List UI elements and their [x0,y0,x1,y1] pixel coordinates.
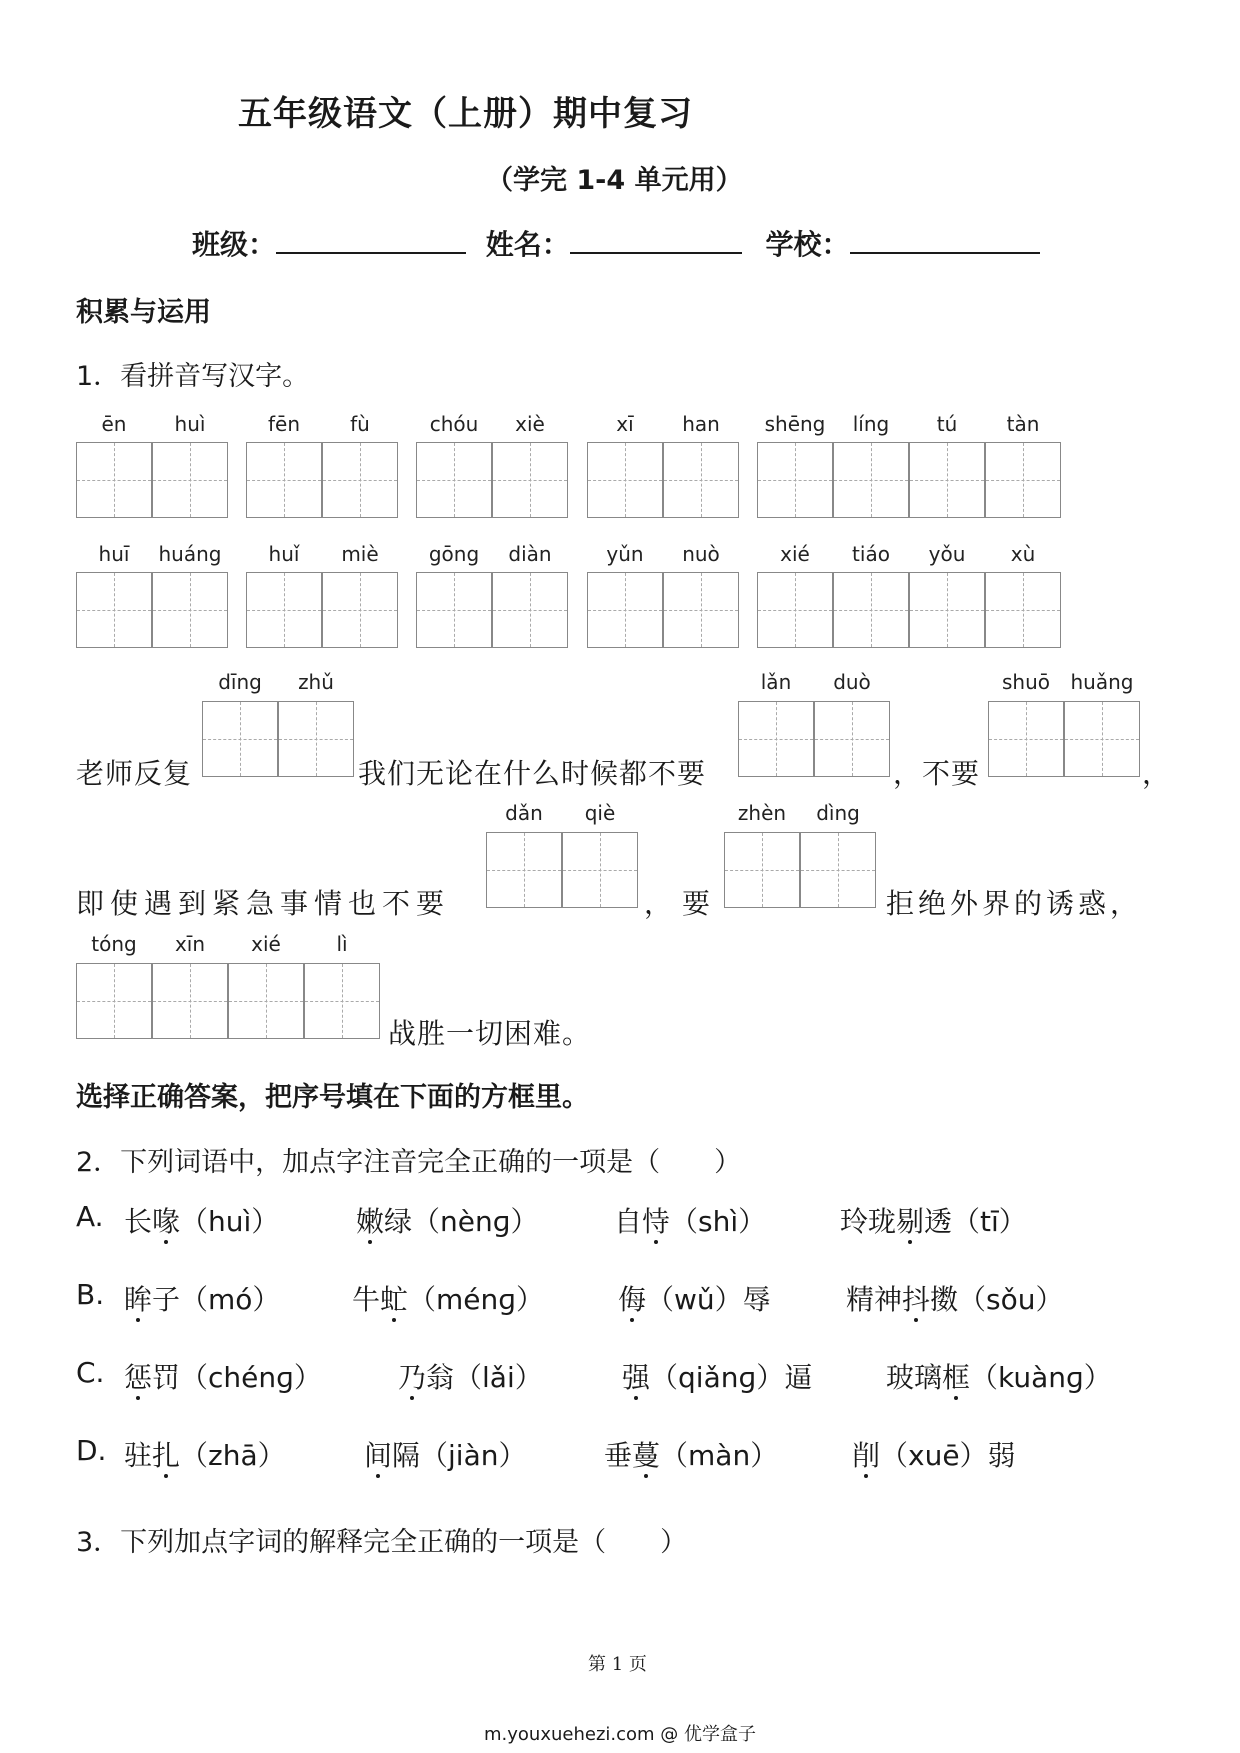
writing-cell[interactable] [152,963,228,1039]
writing-cell[interactable] [833,442,909,518]
sentence-part-4: ， [1142,757,1172,790]
dotted-character: 惩 [124,1361,153,1394]
option-word [356,1200,539,1240]
school-label: 学校： [765,228,850,261]
pinyin-label: huī [98,542,130,566]
word-part: （wǔ）辱 [646,1283,771,1316]
word-part: 垂 [604,1439,633,1472]
pinyin-label: fù [350,412,370,436]
word-part: 绿（nènɡ） [384,1205,539,1238]
word-part: 玻璃 [886,1361,943,1394]
writing-cell[interactable] [152,442,228,518]
sentence-part-8: 战胜一切困难。 [388,1017,592,1050]
writing-cell[interactable] [985,442,1061,518]
pinyin-tongxinxieli-2: xīn [174,932,206,956]
dotted-character: 削 [852,1439,881,1472]
pinyin-shuohuang-1: shuō [1001,670,1050,694]
option-word [124,1200,279,1240]
pinyin-tongxinxieli-1: tóng [91,932,137,956]
writing-cell[interactable] [909,572,985,648]
dotted-character: 框 [942,1361,971,1394]
pinyin-label: tiáo [852,542,890,566]
page-title: 五年级语文（上册）期中复习 [238,94,693,134]
word-part: （kuànɡ） [970,1361,1112,1394]
writing-cell[interactable] [416,442,492,518]
sentence-part-2: 我们无论在什么时候都不要 [358,757,707,790]
option-letter[interactable]: A. [76,1200,104,1233]
pinyin-label: han [682,412,720,436]
option-word [124,1356,322,1396]
pinyin-label: tú [936,412,958,436]
writing-cell[interactable] [814,701,890,777]
writing-cell[interactable] [800,832,876,908]
writing-cell[interactable] [492,442,568,518]
word-part: 隔（jiàn） [392,1439,527,1472]
sentence-part-7: 拒绝外界的诱惑， [886,887,1143,920]
word-part: （shì） [670,1205,767,1238]
pinyin-label: xié [780,542,810,566]
pinyin-label: ēn [101,412,127,436]
writing-cell[interactable] [304,963,380,1039]
writing-cell[interactable] [322,442,398,518]
pinyin-label: chóu [429,412,479,436]
dotted-character: 乃 [398,1361,427,1394]
word-part: （ménɡ） [408,1283,545,1316]
option-letter[interactable]: D. [76,1434,107,1467]
dotted-character: 虻 [380,1283,409,1316]
writing-cell[interactable] [246,572,322,648]
question-3-prompt: 3．下列加点字词的解释完全正确的一项是（ ） [76,1527,688,1558]
writing-cell[interactable] [738,701,814,777]
pinyin-danqie-2: qiè [584,801,616,825]
page-subtitle: （学完 1-4 单元用） [486,165,743,196]
writing-cell[interactable] [909,442,985,518]
word-part: 玲珑 [840,1205,897,1238]
option-word [852,1434,1016,1474]
writing-cell[interactable] [562,832,638,908]
pinyin-dingzhu-1: dīng [218,670,262,694]
writing-cell[interactable] [152,572,228,648]
pinyin-label: nuò [682,542,720,566]
word-part: 擞（sǒu） [930,1283,1064,1316]
class-label: 班级： [192,228,277,261]
dotted-character: 眸 [124,1283,153,1316]
writing-cell[interactable] [663,442,739,518]
pinyin-landuo-1: lǎn [760,670,792,694]
pinyin-label: xī [616,412,634,436]
pinyin-tongxinxieli-4: lì [336,932,348,956]
pinyin-label: xù [1010,542,1036,566]
word-part: 透（tī） [924,1205,1027,1238]
dotted-character: 蔓 [632,1439,661,1472]
school-field[interactable] [850,222,1040,254]
pinyin-landuo-2: duò [833,670,871,694]
writing-cell[interactable] [76,963,152,1039]
word-part: 罚（chénɡ） [152,1361,322,1394]
writing-cell[interactable] [587,572,663,648]
word-part: 自 [614,1205,643,1238]
option-word [604,1434,778,1474]
writing-cell[interactable] [1064,701,1140,777]
option-word [614,1200,766,1240]
writing-cell[interactable] [724,832,800,908]
pinyin-label: huáng [158,542,222,566]
writing-cell[interactable] [486,832,562,908]
name-field[interactable] [570,222,742,254]
writing-cell[interactable] [833,572,909,648]
option-word [886,1356,1112,1396]
pinyin-danqie-1: dǎn [505,801,543,825]
dotted-character: 喙 [152,1205,181,1238]
writing-cell[interactable] [76,442,152,518]
section-title-choice: 选择正确答案，把序号填在下面的方框里。 [76,1082,589,1113]
pinyin-label: líng [852,412,890,436]
option-word [846,1278,1064,1318]
sentence-part-5: 即使遇到紧急事情也不要 [76,887,451,920]
dotted-character: 嫩 [356,1205,385,1238]
writing-cell[interactable] [228,963,304,1039]
question-1-prompt: 1．看拼音写汉字。 [76,361,310,392]
option-word [398,1356,543,1396]
pinyin-label: yǔn [606,542,644,566]
word-part: 翁（lǎi） [426,1361,543,1394]
word-part: （zhā） [180,1439,286,1472]
name-label: 姓名： [485,228,570,261]
option-word [364,1434,526,1474]
option-word [124,1434,286,1474]
writing-cell[interactable] [757,442,833,518]
dotted-character: 扎 [152,1439,181,1472]
sentence-part-3: ，不要 [893,757,981,790]
writing-cell[interactable] [278,701,354,777]
option-letter[interactable]: B. [76,1278,105,1311]
word-part: 牛 [352,1283,381,1316]
word-part: （xuē）弱 [880,1439,1016,1472]
pinyin-zhending-2: dìng [816,801,860,825]
class-field[interactable] [276,222,466,254]
word-part: （màn） [660,1439,779,1472]
pinyin-label: gōng [428,542,480,566]
pinyin-zhending-1: zhèn [737,801,787,825]
writing-cell[interactable] [246,442,322,518]
pinyin-shuohuang-2: huǎng [1070,670,1134,694]
dotted-character: 抖 [902,1283,931,1316]
pinyin-tongxinxieli-3: xié [251,932,281,956]
writing-cell[interactable] [76,572,152,648]
pinyin-label: diàn [508,542,552,566]
site-watermark: m.youxuehezi.com @ 优学盒子 [484,1724,757,1745]
page-number: 第 1 页 [588,1654,647,1675]
dotted-character: 间 [364,1439,393,1472]
word-part: （huì） [180,1205,280,1238]
option-word [622,1356,812,1396]
pinyin-label: yǒu [928,542,966,566]
word-part: 精神 [846,1283,903,1316]
word-part: 子（mó） [152,1283,281,1316]
dotted-character: 强 [622,1361,651,1394]
word-part: 驻 [124,1439,153,1472]
pinyin-label: shēng [764,412,826,436]
pinyin-label: huǐ [268,542,300,566]
writing-cell[interactable] [587,442,663,518]
dotted-character: 侮 [618,1283,647,1316]
word-part: 长 [124,1205,153,1238]
writing-cell[interactable] [663,572,739,648]
pinyin-label: miè [341,542,379,566]
student-info-row [192,222,1040,263]
option-word [840,1200,1027,1240]
section-title-accumulation: 积累与运用 [76,297,211,328]
sentence-part-6: ，要 [644,887,721,920]
writing-cell[interactable] [988,701,1064,777]
pinyin-label: huì [174,412,206,436]
writing-cell[interactable] [757,572,833,648]
question-2-prompt: 2．下列词语中，加点字注音完全正确的一项是（ ） [76,1147,742,1178]
option-letter[interactable]: C. [76,1356,105,1389]
writing-cell[interactable] [416,572,492,648]
writing-cell[interactable] [492,572,568,648]
pinyin-label: xiè [515,412,545,436]
option-word [124,1278,280,1318]
option-word [618,1278,771,1318]
pinyin-label: fēn [267,412,301,436]
option-word [352,1278,544,1318]
sentence-part-1: 老师反复 [76,757,193,790]
dotted-character: 恃 [642,1205,671,1238]
pinyin-dingzhu-2: zhǔ [298,670,334,694]
dotted-character: 剔 [896,1205,925,1238]
writing-cell[interactable] [322,572,398,648]
writing-cell[interactable] [202,701,278,777]
writing-cell[interactable] [985,572,1061,648]
pinyin-label: tàn [1006,412,1040,436]
word-part: （qiǎnɡ）逼 [650,1361,813,1394]
